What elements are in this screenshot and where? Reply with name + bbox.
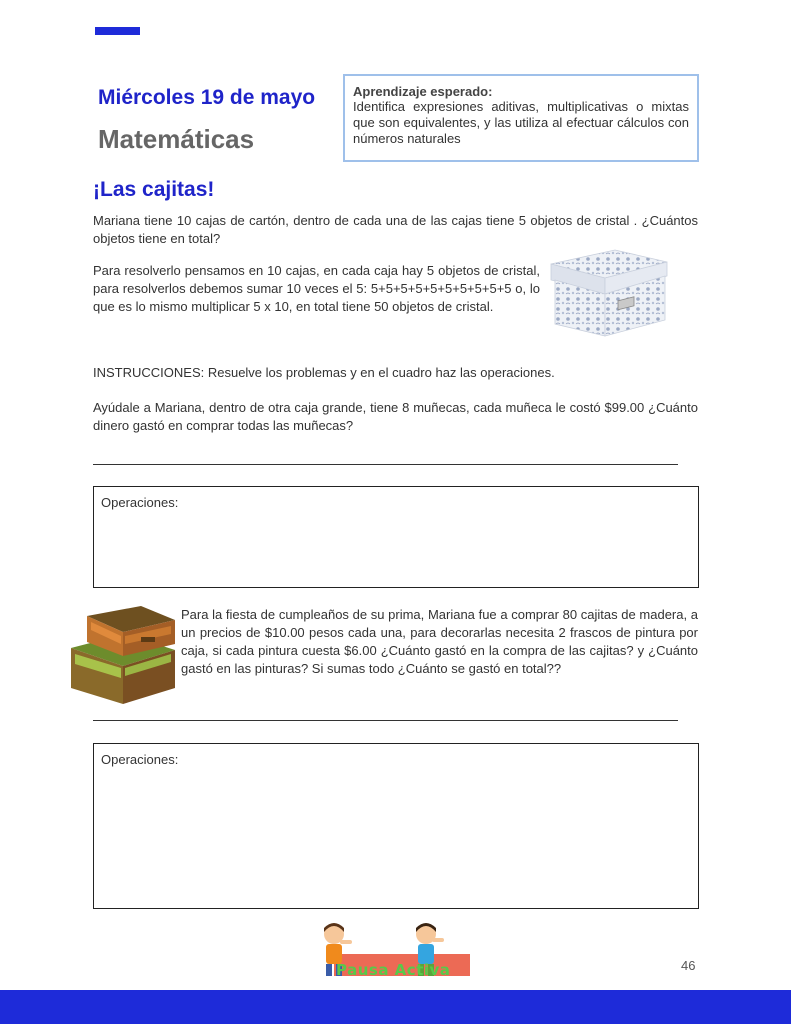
- pausa-activa-label: Pausa Activa: [336, 961, 451, 979]
- page-number: 46: [681, 958, 696, 973]
- learning-expected-box: [343, 74, 699, 162]
- operations-label: Operaciones:: [101, 752, 179, 767]
- learning-title: Aprendizaje esperado:: [353, 84, 493, 99]
- instructions-paragraph: INSTRUCCIONES: Resuelve los problemas y en el cuadro haz las operaciones.: [93, 365, 555, 380]
- learning-text: Identifica expresiones aditivas, multiplicativas o mixtas que son equivalentes, y las utiliza al efectuar cálculos con números naturales: [353, 99, 689, 146]
- date-heading: Miércoles 19 de mayo: [98, 86, 316, 109]
- problem-1-paragraph: Ayúdale a Mariana, dentro de otra caja grande, tiene 8 muñecas, cada muñeca le costó $99.00 ¿Cuánto dinero gastó en comprar todas las muñecas?: [93, 400, 698, 433]
- operations-label: Operaciones:: [101, 495, 179, 510]
- answer-line-1[interactable]: [93, 464, 678, 465]
- operations-box-2[interactable]: [93, 743, 699, 909]
- bottom-accent-bar: [0, 990, 791, 1024]
- solution-paragraph: Para resolverlo pensamos en 10 cajas, en cada caja hay 5 objetos de cristal, para resolverlos debemos sumar 10 veces el 5: 5+5+5+5+5+5+5+5+5+5 o, lo que es lo mismo multiplicar 5 x 10, en total tiene 50 objetos de cristal.: [93, 263, 540, 314]
- intro-paragraph: Mariana tiene 10 cajas de cartón, dentro de cada una de las cajas tiene 5 objetos de cristal . ¿Cuántos objetos tiene en total?: [93, 213, 698, 246]
- subject-heading: Matemáticas: [98, 124, 255, 154]
- storage-box-image: [545, 246, 673, 338]
- problem-2-paragraph: Para la fiesta de cumpleaños de su prima, Mariana fue a comprar 80 cajitas de madera, a un precios de $10.00 pesos cada una, para decorarlas necesita 2 frascos de pintura por caja, si cada pintura cuesta $6.00 ¿Cuánto gastó en la compra de las cajitas? y ¿Cuánto gastó en las pinturas? Si sumas todo ¿Cuánto se gastó en total??: [181, 607, 698, 676]
- top-accent-bar: [95, 27, 140, 35]
- operations-box-1[interactable]: [93, 486, 699, 588]
- wooden-crate-image: [67, 604, 179, 706]
- answer-line-2[interactable]: [93, 720, 678, 721]
- section-title: ¡Las cajitas!: [93, 178, 215, 201]
